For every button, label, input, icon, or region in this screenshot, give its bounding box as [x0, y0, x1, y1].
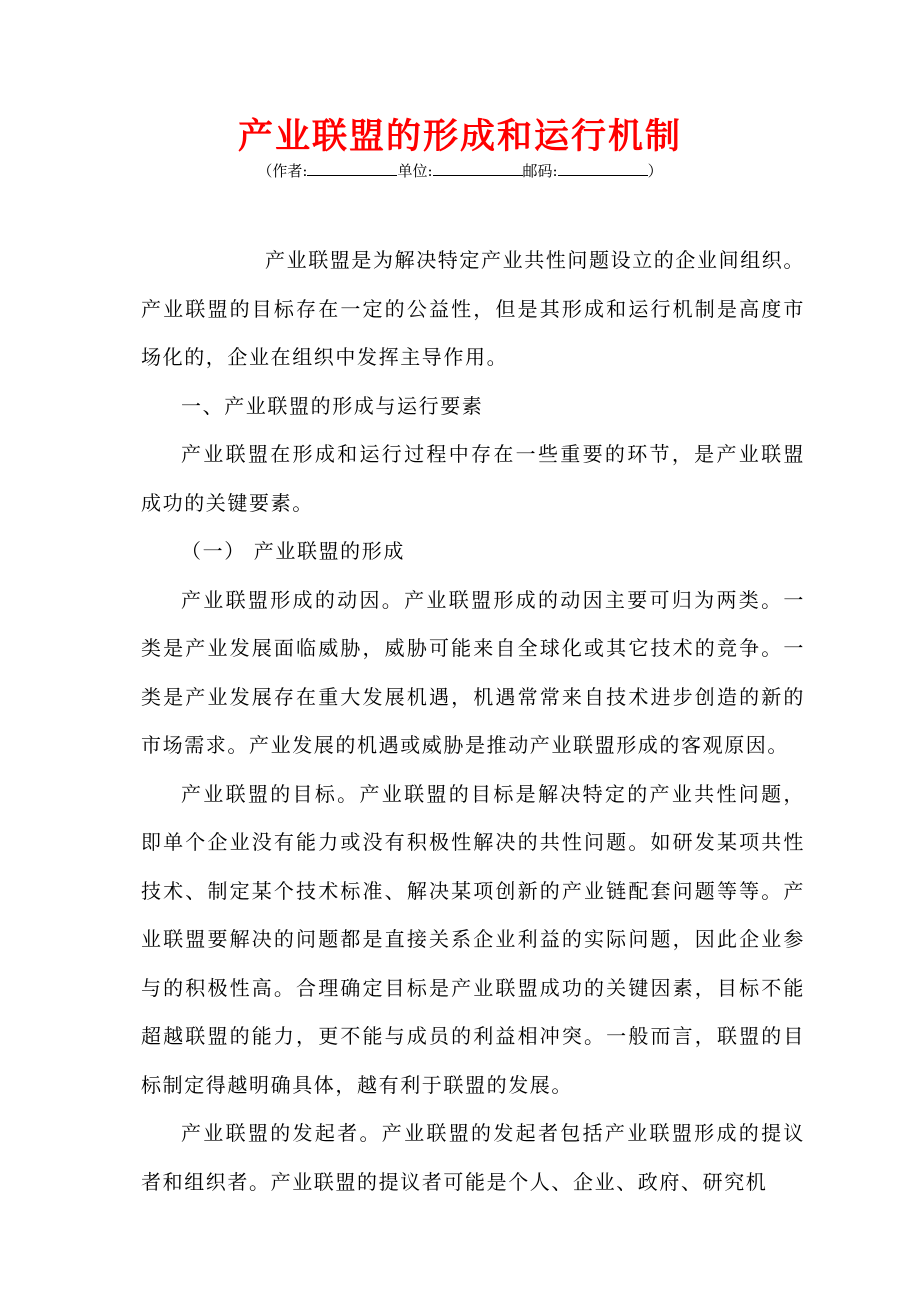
paragraph: 产业联盟形成的动因。产业联盟形成的动因主要可归为两类。一类是产业发展面临威胁，威胁可能来自全球化或其它技术的竞争。一类是产业发展存在重大发展机遇，机遇常常来自技术进步创造的新的市场需求。产业发展的机遇或威胁是推动产业联盟形成的客观原因。 — [141, 587, 805, 757]
document-title: 产业联盟的形成和运行机制 — [237, 116, 682, 157]
paragraph: 产业联盟的目标。产业联盟的目标是解决特定的产业共性问题，即单个企业没有能力或没有积极性解决的共性问题。如研发某项共性技术、制定某个技术标准、解决某项创新的产业链配套问题等等。产业联盟要解决的问题都是直接关系企业利益的实际问题，因此企业参与的积极性高。合理确定目标是产业联盟成功的关键因素，目标不能超越联盟的能力，更不能与成员的利益相冲突。一般而言，联盟的目标制定得越明确具体，越有利于联盟的发展。 — [141, 781, 805, 1097]
byline-post-label: 邮码: — [522, 162, 558, 180]
section-heading-1: 一、产业联盟的形成与运行要素 — [181, 393, 484, 418]
byline-close: ） — [647, 162, 663, 180]
paragraph: 产业联盟的发起者。产业联盟的发起者包括产业联盟形成的提议者和组织者。产业联盟的提议者可能是个人、企业、政府、研究机 — [141, 1121, 805, 1194]
subsection-heading-1: （一） 产业联盟的形成 — [181, 539, 405, 563]
unit-blank — [433, 161, 523, 176]
byline — [0, 160, 920, 182]
post-blank — [558, 161, 648, 176]
author-blank — [307, 161, 397, 176]
document-body — [141, 236, 805, 1206]
paragraph-intro: 产业联盟是为解决特定产业共性问题设立的企业间组织。产业联盟的目标存在一定的公益性，但是其形成和运行机制是高度市场化的，企业在组织中发挥主导作用。 — [141, 248, 805, 369]
paragraph: 产业联盟在形成和运行过程中存在一些重要的环节，是产业联盟成功的关键要素。 — [141, 442, 805, 515]
byline-author-label: （作者: — [257, 162, 308, 180]
byline-unit-label: 单位: — [397, 162, 433, 180]
